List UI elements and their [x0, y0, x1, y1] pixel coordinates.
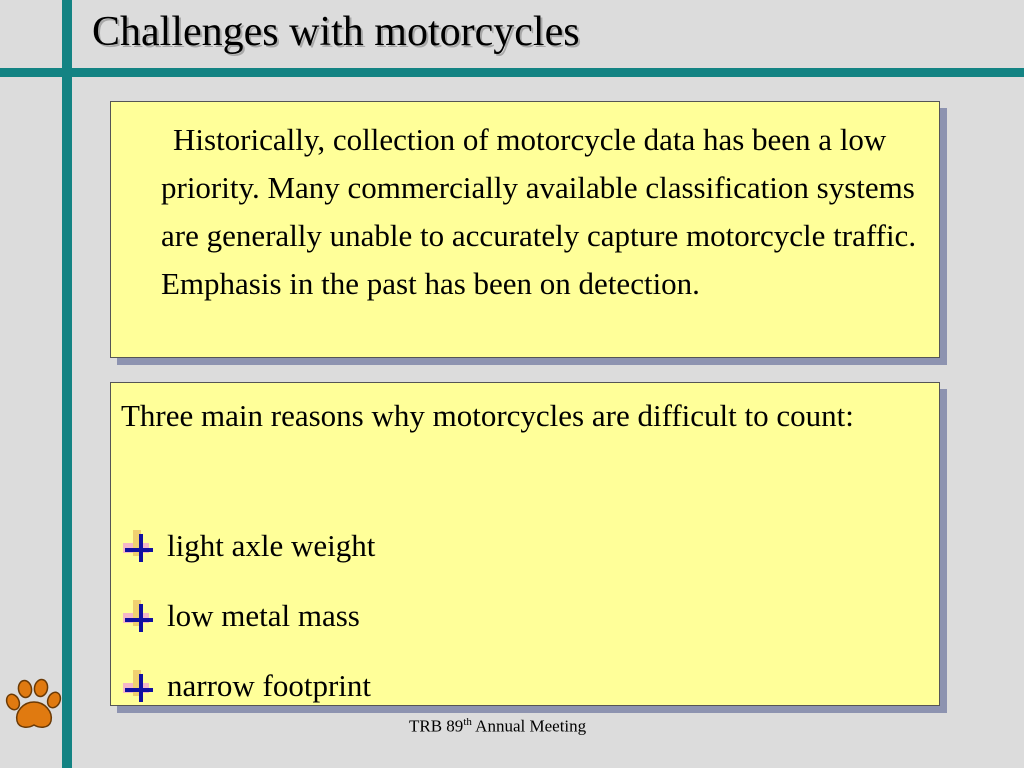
reasons-intro: Three main reasons why motorcycles are difficult to count:	[121, 398, 854, 433]
bullet-text: light axle weight	[167, 528, 376, 563]
vertical-accent-line	[62, 0, 72, 768]
bullet-cross-icon	[121, 598, 155, 634]
tiger-paw-icon	[5, 678, 63, 732]
horizontal-accent-line	[0, 68, 1024, 77]
bullet-cross-icon	[121, 668, 155, 704]
footer-text	[409, 716, 586, 737]
footer-suffix: Annual Meeting	[471, 716, 587, 736]
history-textbox	[110, 101, 940, 358]
bullet-text: low metal mass	[167, 598, 360, 633]
list-item	[121, 581, 375, 651]
bullet-text: narrow footprint	[167, 668, 372, 703]
reasons-textbox	[110, 382, 940, 706]
history-paragraph: Historically, collection of motorcycle data has been a low priority. Many commercially available classification systems are generally unable to accurately capture motorcycle traffic. Emphasis in the past has been on detection.	[161, 122, 917, 301]
footer-prefix: TRB 89	[409, 716, 464, 736]
bullet-cross-icon	[121, 528, 155, 564]
list-item	[121, 511, 375, 581]
slide-title: Challenges with motorcycles	[92, 9, 580, 55]
reasons-list	[121, 511, 375, 721]
footer-superscript: th	[463, 716, 472, 728]
list-item	[121, 651, 375, 721]
